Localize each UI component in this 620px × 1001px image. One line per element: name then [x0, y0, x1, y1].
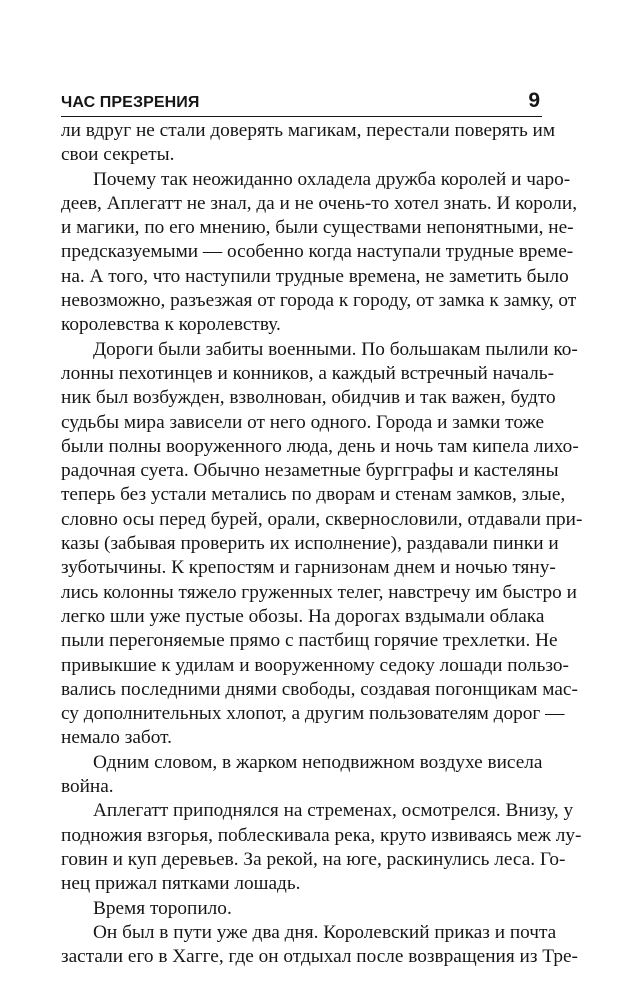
text-line: лонны пехотинцев и конников, а каждый встречный началь-	[61, 362, 554, 384]
text-line: привыкшие к удилам и вооруженному седоку лошади пользо-	[61, 654, 569, 676]
paragraph	[61, 119, 556, 168]
text-line: немало забот.	[61, 727, 172, 749]
running-header	[61, 88, 542, 117]
text-line: ник был возбужден, взволнован, обидчив и так важен, будто	[61, 387, 556, 409]
text-line: ли вдруг не стали доверять магикам, перестали поверять им	[61, 120, 556, 141]
text-line: судьбы мира зависели от него одного. Города и замки тоже	[61, 411, 545, 433]
text-line: Одним словом, в жарком неподвижном воздухе висела	[93, 751, 543, 773]
text-line: королевства к королевству.	[61, 314, 281, 336]
paragraph	[61, 751, 542, 800]
body-text	[61, 119, 583, 969]
text-line: зуботычины. К крепостям и гарнизонам днем и ночью тяну-	[61, 557, 556, 579]
text-line: предсказуемыми — особенно когда наступали трудные време-	[61, 241, 574, 263]
text-line: Дороги были забиты военными. По большакам пылили ко-	[93, 338, 578, 360]
text-line: теперь без устали метались по дворам и стенам замков, злые,	[61, 484, 566, 506]
paragraph	[61, 338, 583, 751]
text-line: нец прижал пятками лошадь.	[61, 873, 301, 895]
text-line: радочная суета. Обычно незаметные бургграфы и кастеляны	[61, 460, 559, 482]
text-line: на. А того, что наступили трудные времена, не заметить было	[61, 265, 569, 287]
paragraph	[61, 897, 542, 921]
text-line: Он был в пути уже два дня. Королевский приказ и почта	[93, 921, 557, 943]
text-line: вались последними днями свободы, создавая погонщикам мас-	[61, 678, 578, 700]
text-line: невозможно, разъезжая от города к городу, от замка к замку, от	[61, 290, 577, 312]
text-line: легко шли уже пустые обозы. На дорогах вздымали облака	[61, 605, 545, 627]
text-line: словно осы перед бурей, орали, сквернословили, отдавали при-	[61, 508, 583, 530]
paragraph	[61, 799, 582, 896]
text-line: Время торопило.	[93, 897, 232, 919]
text-line: деев, Аплегатт не знал, да и не очень-то хотел знать. И короли,	[61, 192, 578, 214]
book-title: ЧАС ПРЕЗРЕНИЯ	[61, 94, 200, 111]
paragraph	[61, 168, 578, 338]
paragraph	[61, 921, 578, 970]
text-line: Почему так неожиданно охладела дружба королей и чаро-	[93, 168, 571, 190]
text-line: были полны вооруженного люда, день и ночь там кипела лихо-	[61, 435, 579, 457]
book-page	[61, 88, 583, 969]
text-line: Аплегатт приподнялся на стременах, осмотрелся. Внизу, у	[93, 800, 574, 822]
text-line: свои секреты.	[61, 144, 175, 166]
text-line: застали его в Хагге, где он отдыхал после возвращения из Тре-	[61, 946, 578, 968]
text-line: казы (забывая проверить их исполнение), раздавали пинки и	[61, 533, 559, 555]
text-line: говин и куп деревьев. За рекой, на юге, раскинулись леса. Го-	[61, 848, 566, 870]
text-line: су дополнительных хлопот, а другим пользователям дорог —	[61, 703, 565, 725]
text-line: война.	[61, 776, 114, 798]
text-line: подножия взгорья, поблескивала река, круто извиваясь меж лу-	[61, 824, 582, 846]
text-line: и магики, по его мнению, были существами непонятными, не-	[61, 217, 574, 239]
page-number: 9	[528, 89, 540, 112]
text-line: лись колонны тяжело груженных телег, навстречу им быстро и	[61, 581, 577, 603]
text-line: пыли перегоняемые прямо с пастбищ горячие трехлетки. Не	[61, 630, 558, 652]
